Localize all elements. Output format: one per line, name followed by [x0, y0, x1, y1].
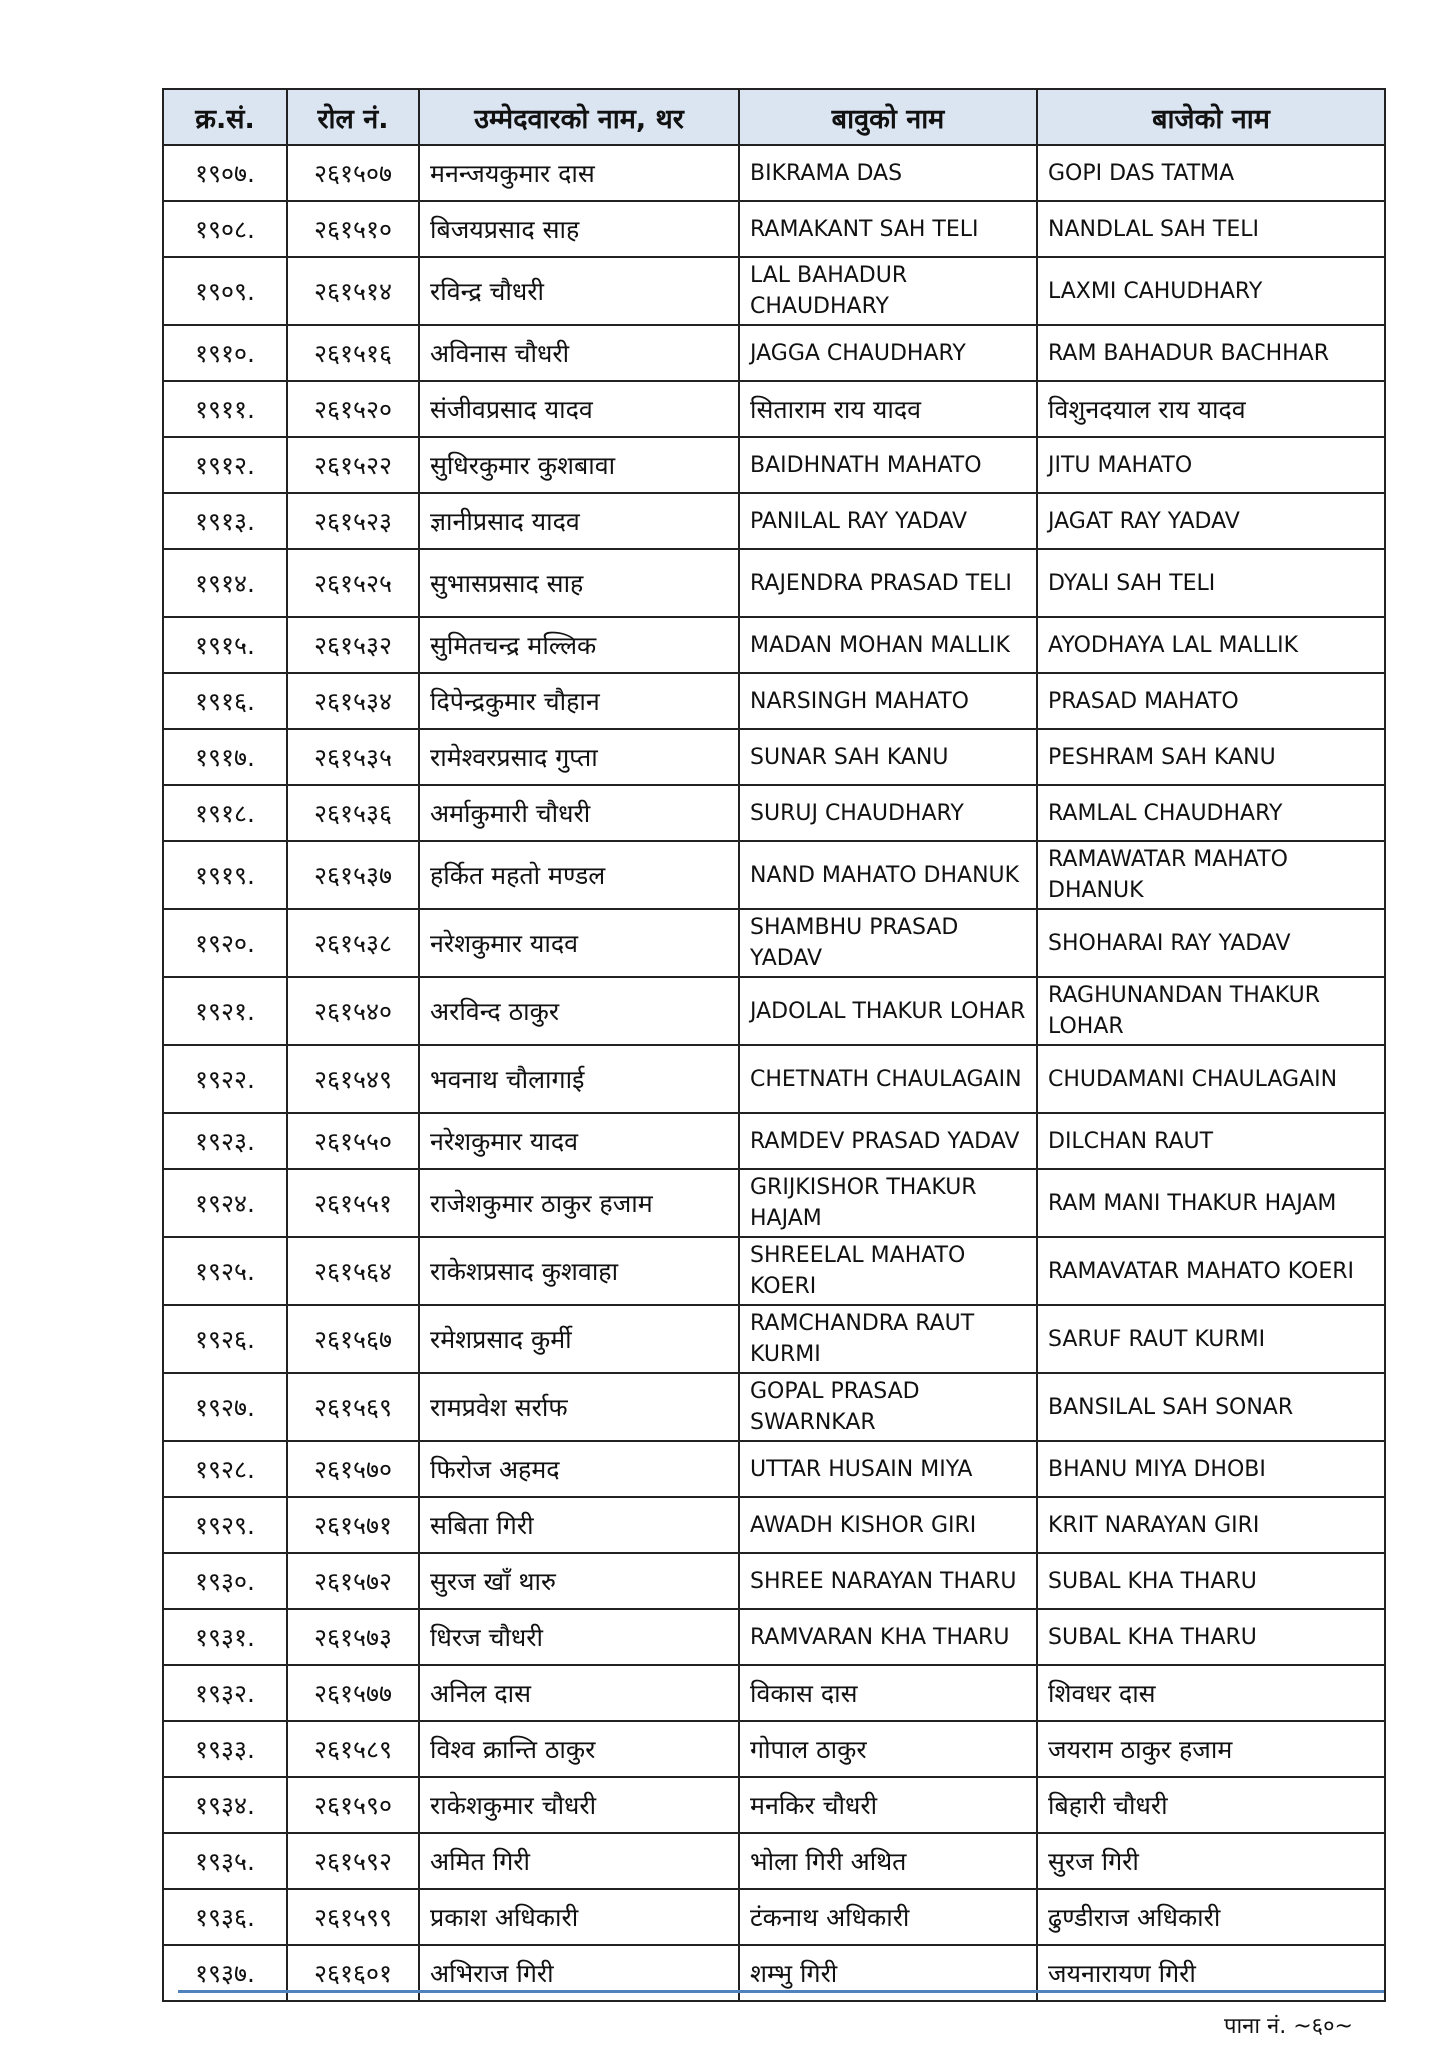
table-row	[163, 1665, 1385, 1721]
table-row	[163, 617, 1385, 673]
roll-cell: २६१५१०	[287, 201, 419, 257]
grandfather-name-cell: जयराम ठाकुर हजाम	[1037, 1721, 1385, 1777]
candidate-name-cell: सुधिरकुमार कुशबावा	[419, 437, 739, 493]
roll-cell: २६१५९२	[287, 1833, 419, 1889]
table-row	[163, 1889, 1385, 1945]
father-name-cell: UTTAR HUSAIN MIYA	[739, 1441, 1037, 1497]
father-name-cell: RAMVARAN KHA THARU	[739, 1609, 1037, 1665]
table-row	[163, 785, 1385, 841]
roll-cell: २६१५६४	[287, 1237, 419, 1305]
serial-cell: १९०९.	[163, 257, 287, 325]
father-name-cell: PANILAL RAY YADAV	[739, 493, 1037, 549]
table-row	[163, 1721, 1385, 1777]
candidate-name-cell: संजीवप्रसाद यादव	[419, 381, 739, 437]
serial-cell: १९३३.	[163, 1721, 287, 1777]
candidate-name-cell: प्रकाश अधिकारी	[419, 1889, 739, 1945]
roll-cell: २६१५२५	[287, 549, 419, 617]
father-name-cell: JAGGA CHAUDHARY	[739, 325, 1037, 381]
serial-cell: १९१०.	[163, 325, 287, 381]
candidate-name-cell: दिपेन्द्रकुमार चौहान	[419, 673, 739, 729]
grandfather-name-cell: JITU MAHATO	[1037, 437, 1385, 493]
roll-cell: २६१५५१	[287, 1169, 419, 1237]
father-name-cell: AWADH KISHOR GIRI	[739, 1497, 1037, 1553]
roll-cell: २६१५४९	[287, 1045, 419, 1113]
serial-cell: १९१७.	[163, 729, 287, 785]
roll-cell: २६१५८९	[287, 1721, 419, 1777]
grandfather-name-cell: BANSILAL SAH SONAR	[1037, 1373, 1385, 1441]
grandfather-name-cell: RAMLAL CHAUDHARY	[1037, 785, 1385, 841]
serial-cell: १९०८.	[163, 201, 287, 257]
father-name-cell: NAND MAHATO DHANUK	[739, 841, 1037, 909]
table-row	[163, 1045, 1385, 1113]
roll-cell: २६१५६९	[287, 1373, 419, 1441]
serial-cell: १९१४.	[163, 549, 287, 617]
candidate-name-cell: ज्ञानीप्रसाद यादव	[419, 493, 739, 549]
serial-cell: १९३४.	[163, 1777, 287, 1833]
roll-cell: २६१५१६	[287, 325, 419, 381]
serial-cell: १९३०.	[163, 1553, 287, 1609]
serial-cell: १९१३.	[163, 493, 287, 549]
father-name-cell: SUNAR SAH KANU	[739, 729, 1037, 785]
roll-cell: २६१५९९	[287, 1889, 419, 1945]
page-number: पाना नं. ~६०~	[1223, 2014, 1353, 2039]
serial-cell: १९२९.	[163, 1497, 287, 1553]
candidate-name-cell: सुमितचन्द्र मल्लिक	[419, 617, 739, 673]
father-name-cell: सिताराम राय यादव	[739, 381, 1037, 437]
candidate-name-cell: फिरोज अहमद	[419, 1441, 739, 1497]
roll-cell: २६१५७२	[287, 1553, 419, 1609]
candidate-name-cell: धिरज चौधरी	[419, 1609, 739, 1665]
serial-cell: १९२७.	[163, 1373, 287, 1441]
grandfather-name-cell: PRASAD MAHATO	[1037, 673, 1385, 729]
table-row	[163, 673, 1385, 729]
father-name-cell: SURUJ CHAUDHARY	[739, 785, 1037, 841]
roll-cell: २६१५३७	[287, 841, 419, 909]
grandfather-name-cell: ढुण्डीराज अधिकारी	[1037, 1889, 1385, 1945]
grandfather-name-cell: PESHRAM SAH KANU	[1037, 729, 1385, 785]
grandfather-name-cell: DILCHAN RAUT	[1037, 1113, 1385, 1169]
roll-cell: २६१५२०	[287, 381, 419, 437]
roll-cell: २६१५९०	[287, 1777, 419, 1833]
roll-cell: २६१५१४	[287, 257, 419, 325]
table-row	[163, 729, 1385, 785]
roll-cell: २६१५४०	[287, 977, 419, 1045]
table-row	[163, 201, 1385, 257]
table-row	[163, 1113, 1385, 1169]
table-row	[163, 977, 1385, 1045]
grandfather-name-cell: NANDLAL SAH TELI	[1037, 201, 1385, 257]
grandfather-name-cell: SHOHARAI RAY YADAV	[1037, 909, 1385, 977]
roll-cell: २६१५३८	[287, 909, 419, 977]
candidate-name-cell: रमेशप्रसाद कुर्मी	[419, 1305, 739, 1373]
father-name-cell: NARSINGH MAHATO	[739, 673, 1037, 729]
grandfather-name-cell: सुरज गिरी	[1037, 1833, 1385, 1889]
header-serial: क्र.सं.	[163, 89, 287, 145]
serial-cell: १९३२.	[163, 1665, 287, 1721]
father-name-cell: RAMAKANT SAH TELI	[739, 201, 1037, 257]
father-name-cell: RAJENDRA PRASAD TELI	[739, 549, 1037, 617]
grandfather-name-cell: KRIT NARAYAN GIRI	[1037, 1497, 1385, 1553]
candidate-name-cell: अमित गिरी	[419, 1833, 739, 1889]
serial-cell: १९०७.	[163, 145, 287, 201]
grandfather-name-cell: GOPI DAS TATMA	[1037, 145, 1385, 201]
candidate-name-cell: नरेशकुमार यादव	[419, 909, 739, 977]
grandfather-name-cell: JAGAT RAY YADAV	[1037, 493, 1385, 549]
roll-cell: २६१५३५	[287, 729, 419, 785]
header-father-name: बावुको नाम	[739, 89, 1037, 145]
table-header	[163, 89, 1385, 145]
grandfather-name-cell: RAMAVATAR MAHATO KOERI	[1037, 1237, 1385, 1305]
father-name-cell: SHREELAL MAHATO KOERI	[739, 1237, 1037, 1305]
candidate-name-cell: अविनास चौधरी	[419, 325, 739, 381]
serial-cell: १९२४.	[163, 1169, 287, 1237]
roll-cell: २६१५२३	[287, 493, 419, 549]
candidate-name-cell: राकेशकुमार चौधरी	[419, 1777, 739, 1833]
serial-cell: १९३६.	[163, 1889, 287, 1945]
candidate-name-cell: अनिल दास	[419, 1665, 739, 1721]
roll-cell: २६१५३२	[287, 617, 419, 673]
serial-cell: १९१६.	[163, 673, 287, 729]
table-row	[163, 437, 1385, 493]
roll-cell: २६१५७३	[287, 1609, 419, 1665]
grandfather-name-cell: DYALI SAH TELI	[1037, 549, 1385, 617]
candidate-name-cell: मनन्जयकुमार दास	[419, 145, 739, 201]
candidate-name-cell: सुरज खाँ थारु	[419, 1553, 739, 1609]
candidate-name-cell: अर्माकुमारी चौधरी	[419, 785, 739, 841]
serial-cell: १९१२.	[163, 437, 287, 493]
grandfather-name-cell: बिहारी चौधरी	[1037, 1777, 1385, 1833]
table-row	[163, 1237, 1385, 1305]
roll-cell: २६१६०१	[287, 1945, 419, 2001]
table-row	[163, 257, 1385, 325]
father-name-cell: RAMDEV PRASAD YADAV	[739, 1113, 1037, 1169]
grandfather-name-cell: CHUDAMANI CHAULAGAIN	[1037, 1045, 1385, 1113]
candidate-name-cell: सबिता गिरी	[419, 1497, 739, 1553]
roll-cell: २६१५७१	[287, 1497, 419, 1553]
grandfather-name-cell: RAMAWATAR MAHATO DHANUK	[1037, 841, 1385, 909]
grandfather-name-cell: RAGHUNANDAN THAKUR LOHAR	[1037, 977, 1385, 1045]
father-name-cell: विकास दास	[739, 1665, 1037, 1721]
table-row	[163, 1777, 1385, 1833]
father-name-cell: मनकिर चौधरी	[739, 1777, 1037, 1833]
candidate-name-cell: राजेशकुमार ठाकुर हजाम	[419, 1169, 739, 1237]
serial-cell: १९१९.	[163, 841, 287, 909]
table-row	[163, 325, 1385, 381]
table-row	[163, 549, 1385, 617]
serial-cell: १९३१.	[163, 1609, 287, 1665]
serial-cell: १९३७.	[163, 1945, 287, 2001]
grandfather-name-cell: LAXMI CAHUDHARY	[1037, 257, 1385, 325]
serial-cell: १९११.	[163, 381, 287, 437]
table-row	[163, 1497, 1385, 1553]
table-row	[163, 1305, 1385, 1373]
father-name-cell: SHREE NARAYAN THARU	[739, 1553, 1037, 1609]
serial-cell: १९२५.	[163, 1237, 287, 1305]
candidate-name-cell: नरेशकुमार यादव	[419, 1113, 739, 1169]
candidate-name-cell: बिजयप्रसाद साह	[419, 201, 739, 257]
candidate-name-cell: रविन्द्र चौधरी	[419, 257, 739, 325]
candidate-name-cell: हर्कित महतो मण्डल	[419, 841, 739, 909]
serial-cell: १९२८.	[163, 1441, 287, 1497]
candidate-name-cell: राकेशप्रसाद कुशवाहा	[419, 1237, 739, 1305]
father-name-cell: CHETNATH CHAULAGAIN	[739, 1045, 1037, 1113]
roll-cell: २६१५७०	[287, 1441, 419, 1497]
grandfather-name-cell: RAM MANI THAKUR HAJAM	[1037, 1169, 1385, 1237]
roll-cell: २६१५६७	[287, 1305, 419, 1373]
grandfather-name-cell: BHANU MIYA DHOBI	[1037, 1441, 1385, 1497]
father-name-cell: MADAN MOHAN MALLIK	[739, 617, 1037, 673]
roll-cell: २६१५५०	[287, 1113, 419, 1169]
candidate-name-cell: भवनाथ चौलागाई	[419, 1045, 739, 1113]
header-grandfather-name: बाजेको नाम	[1037, 89, 1385, 145]
roll-cell: २६१५२२	[287, 437, 419, 493]
header-candidate-name: उम्मेदवारको नाम, थर	[419, 89, 739, 145]
table-row	[163, 1373, 1385, 1441]
father-name-cell: RAMCHANDRA RAUT KURMI	[739, 1305, 1037, 1373]
grandfather-name-cell: विशुनदयाल राय यादव	[1037, 381, 1385, 437]
table-row	[163, 1833, 1385, 1889]
candidate-name-cell: रामेश्वरप्रसाद गुप्ता	[419, 729, 739, 785]
table-body	[163, 145, 1385, 2001]
serial-cell: १९२०.	[163, 909, 287, 977]
table-row	[163, 841, 1385, 909]
table-row	[163, 493, 1385, 549]
candidate-name-cell: सुभासप्रसाद साह	[419, 549, 739, 617]
table-row	[163, 1553, 1385, 1609]
header-row	[163, 89, 1385, 145]
father-name-cell: टंकनाथ अधिकारी	[739, 1889, 1037, 1945]
grandfather-name-cell: जयनारायण गिरी	[1037, 1945, 1385, 2001]
serial-cell: १९१५.	[163, 617, 287, 673]
father-name-cell: JADOLAL THAKUR LOHAR	[739, 977, 1037, 1045]
father-name-cell: शम्भु गिरी	[739, 1945, 1037, 2001]
table-row	[163, 381, 1385, 437]
footer-rule	[178, 1990, 1384, 1993]
father-name-cell: LAL BAHADUR CHAUDHARY	[739, 257, 1037, 325]
serial-cell: १९१८.	[163, 785, 287, 841]
candidate-name-cell: रामप्रवेश सर्राफ	[419, 1373, 739, 1441]
table-row	[163, 909, 1385, 977]
table-row	[163, 145, 1385, 201]
table-row	[163, 1441, 1385, 1497]
serial-cell: १९२१.	[163, 977, 287, 1045]
header-roll: रोल नं.	[287, 89, 419, 145]
grandfather-name-cell: RAM BAHADUR BACHHAR	[1037, 325, 1385, 381]
roll-cell: २६१५०७	[287, 145, 419, 201]
candidate-name-cell: विश्व क्रान्ति ठाकुर	[419, 1721, 739, 1777]
table-row	[163, 1609, 1385, 1665]
serial-cell: १९३५.	[163, 1833, 287, 1889]
candidate-name-cell: अभिराज गिरी	[419, 1945, 739, 2001]
father-name-cell: गोपाल ठाकुर	[739, 1721, 1037, 1777]
father-name-cell: GRIJKISHOR THAKUR HAJAM	[739, 1169, 1037, 1237]
roll-cell: २६१५३४	[287, 673, 419, 729]
father-name-cell: SHAMBHU PRASAD YADAV	[739, 909, 1037, 977]
grandfather-name-cell: शिवधर दास	[1037, 1665, 1385, 1721]
grandfather-name-cell: SARUF RAUT KURMI	[1037, 1305, 1385, 1373]
candidate-table	[162, 88, 1386, 2002]
roll-cell: २६१५३६	[287, 785, 419, 841]
roll-cell: २६१५७७	[287, 1665, 419, 1721]
table-row	[163, 1169, 1385, 1237]
father-name-cell: GOPAL PRASAD SWARNKAR	[739, 1373, 1037, 1441]
serial-cell: १९२३.	[163, 1113, 287, 1169]
grandfather-name-cell: AYODHAYA LAL MALLIK	[1037, 617, 1385, 673]
father-name-cell: BIKRAMA DAS	[739, 145, 1037, 201]
grandfather-name-cell: SUBAL KHA THARU	[1037, 1553, 1385, 1609]
father-name-cell: भोला गिरी अथित	[739, 1833, 1037, 1889]
father-name-cell: BAIDHNATH MAHATO	[739, 437, 1037, 493]
serial-cell: १९२६.	[163, 1305, 287, 1373]
grandfather-name-cell: SUBAL KHA THARU	[1037, 1609, 1385, 1665]
serial-cell: १९२२.	[163, 1045, 287, 1113]
candidate-name-cell: अरविन्द ठाकुर	[419, 977, 739, 1045]
